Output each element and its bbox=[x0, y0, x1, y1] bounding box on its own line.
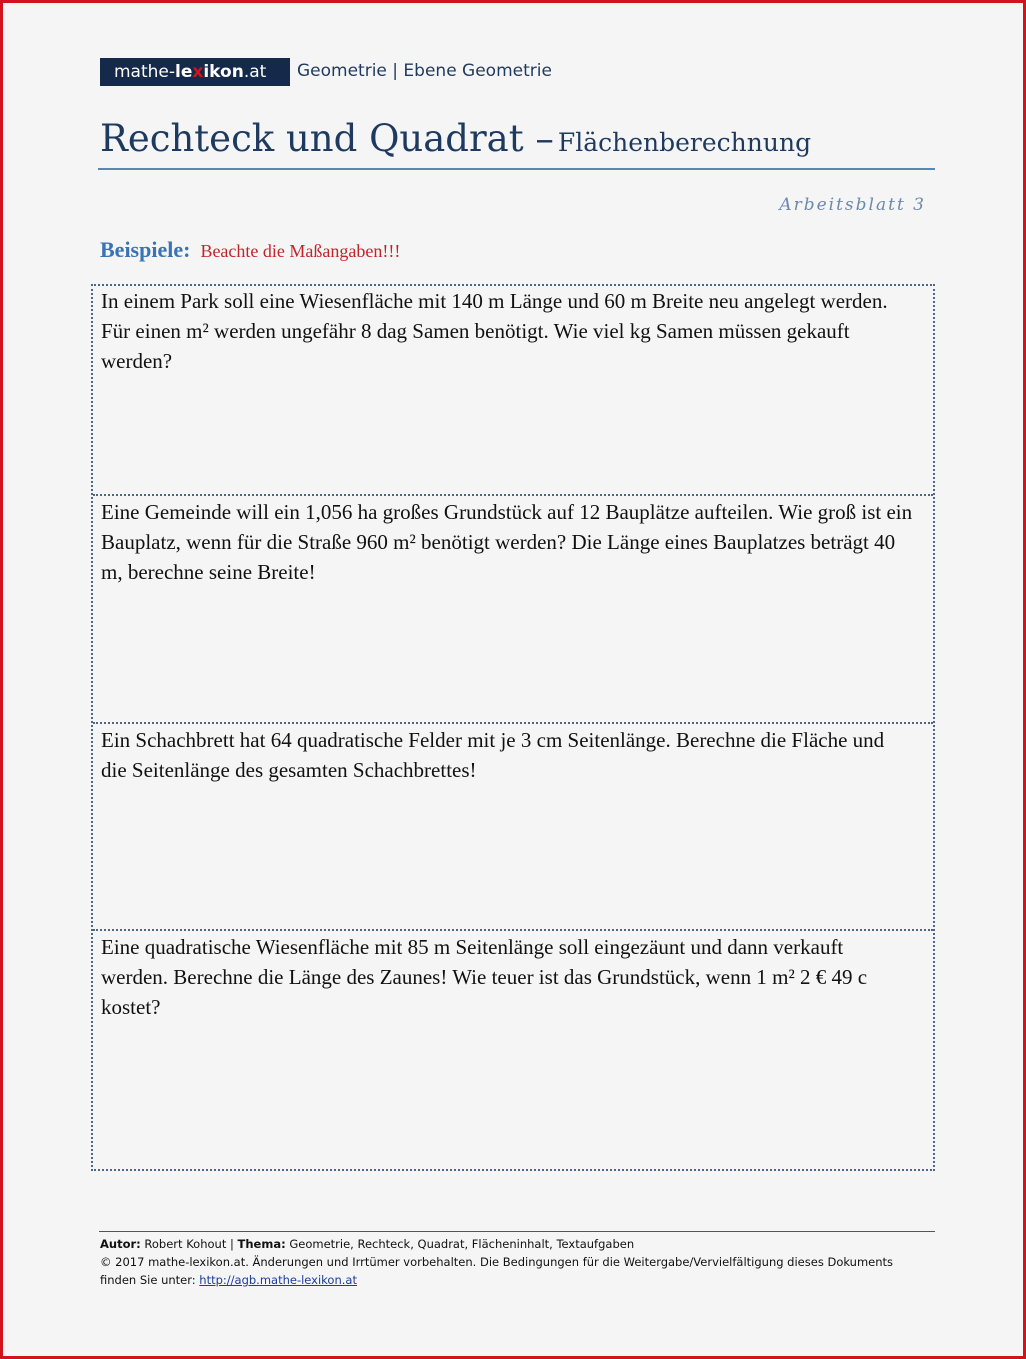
examples-label: Beispiele: bbox=[100, 237, 191, 262]
title-main: Rechteck und Quadrat – bbox=[100, 117, 554, 160]
examples-note: Beachte die Maßangaben!!! bbox=[200, 241, 401, 261]
logo-x-letter: x bbox=[192, 62, 204, 82]
footer-divider bbox=[99, 1231, 935, 1232]
task-divider bbox=[93, 929, 933, 931]
task-4: Eine quadratische Wiesenfläche mit 85 m Seitenlänge soll eingezäunt und dann verkauft werden. Berechne die Länge des Zaunes! Wie teuer ist das Grundstück, wenn 1 m² 2 € 49 c kostet? bbox=[101, 935, 868, 1019]
footer-copyright bbox=[100, 1253, 930, 1289]
footer bbox=[100, 1235, 930, 1289]
author-name: Robert Kohout bbox=[144, 1237, 227, 1251]
page-title bbox=[100, 115, 811, 171]
logo-bold-rest: ikon bbox=[203, 62, 244, 82]
topic-label: Thema: bbox=[237, 1237, 286, 1251]
task-divider bbox=[93, 494, 933, 496]
sheet-number: Arbeitsblatt 3 bbox=[779, 195, 926, 215]
footer-line-1 bbox=[100, 1235, 930, 1253]
task-divider bbox=[93, 722, 933, 724]
examples-heading bbox=[100, 236, 400, 267]
task-3: Ein Schachbrett hat 64 quadratische Felder mit je 3 cm Seitenlänge. Berechne die Fläche und die Seitenlänge des gesamten Schachbrettes! bbox=[101, 728, 885, 782]
title-divider bbox=[98, 168, 935, 170]
task-box bbox=[91, 284, 935, 1171]
category-breadcrumb: Geometrie | Ebene Geometrie bbox=[297, 61, 552, 81]
logo-suffix: .at bbox=[243, 62, 267, 82]
task-2: Eine Gemeinde will ein 1,056 ha großes Grundstück auf 12 Bauplätze aufteilen. Wie groß ist ein Bauplatz, wenn für die Straße 960 m² benötigt werden? Die Länge eines Bauplatzes beträgt 40 m, berechne seine Breite! bbox=[101, 500, 913, 584]
copyright-text: © 2017 mathe-lexikon.at. Änderungen und Irrtümer vorbehalten. Die Bedingungen für die Weitergabe/Vervielfältigung dieses Dokuments finden Sie unter: bbox=[100, 1255, 894, 1287]
logo-bold-part: le bbox=[175, 62, 193, 82]
task-1: In einem Park soll eine Wiesenfläche mit 140 m Länge und 60 m Breite neu angelegt werden. Für einen m² werden ungefähr 8 dag Samen benötigt. Wie viel kg Samen müssen gekauft werden? bbox=[101, 289, 888, 373]
logo-prefix: mathe- bbox=[114, 62, 176, 82]
site-logo[interactable] bbox=[100, 58, 290, 86]
author-label: Autor: bbox=[100, 1237, 141, 1251]
footer-separator: | bbox=[229, 1237, 234, 1251]
topic-text: Geometrie, Rechteck, Quadrat, Flächeninhalt, Textaufgaben bbox=[289, 1237, 635, 1251]
title-sub: Flächenberechnung bbox=[557, 128, 812, 157]
terms-link[interactable]: http://agb.mathe-lexikon.at bbox=[199, 1273, 357, 1287]
